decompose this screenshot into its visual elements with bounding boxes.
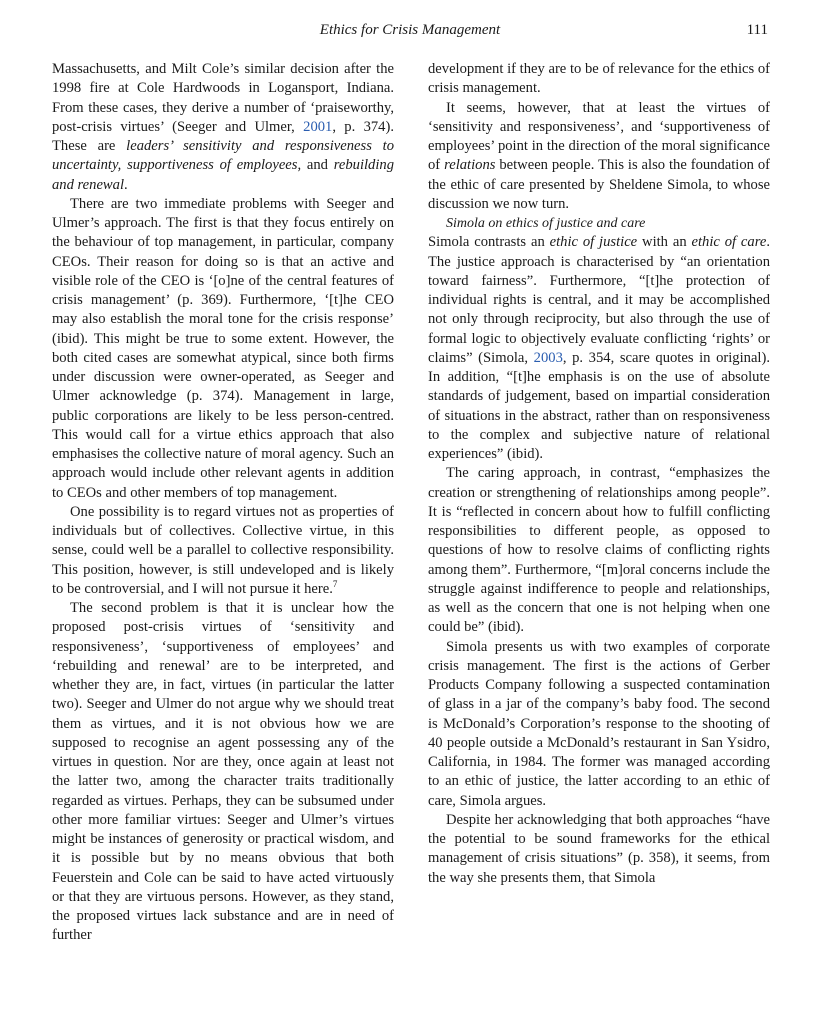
text-run: . The justice approach is characterised by “an orientation toward fairness”. Furthermore, “[t]he protection of individual rights is central, and it may be accomplished not only through reciprocity, but also through the use of formal logic to objectively evaluate conflicting ‘rights’ or claims” (Simola, (428, 234, 770, 366)
paragraph: There are two immediate problems with Seeger and Ulmer’s approach. The first is that they focus entirely on the behaviour of top management, in particular, company CEOs. Their reason for doing so is that an active and visible role of the CEO is ‘[o]ne of the central features of crisis management’ (p. 369). Furthermore, ‘[t]he CEO may also establish the moral tone for the crisis response’ (ibid). This might be true to some extent. However, the both cited cases are somewhat atypical, since both firms under discussion were owner-operated, as Seeger and Ulmer acknowledge (p. 374). Management in large, public corporations are likely to be less person-centred. This would call for a virtue ethics approach that also emphasises the collective nature of moral agency. Such an approach would include other relevant agents in addition to CEOs and other members of top management. (52, 195, 394, 501)
emphasis: rebuilding and renewal (52, 157, 394, 193)
paragraph: The caring approach, in contrast, “emphasizes the creation or strengthening of relationships among people”. It is “reflected in concern about how to fulfill conflicting responsibilities to different people, as opposed to questions of how to resolve claims of conflicting rights among them”. Furthermore, “[m]oral concerns include the struggle against indifference to people and relationships, as well as the concern that one is not helping when one could be” (ibid). (428, 465, 770, 636)
page-number: 111 (746, 22, 768, 38)
citation-link[interactable]: 2001 (303, 118, 333, 135)
text-run: . (124, 176, 128, 193)
citation-link[interactable]: 2003 (533, 349, 563, 366)
text-run: and (301, 157, 334, 174)
running-title: Ethics for Crisis Management (319, 22, 501, 38)
text-run: One possibility is to regard virtues not as properties of individuals but of collectives. Collective virtue, in this sense, could well be a parallel to collective responsibility. This position, however, is still undeveloped and is likely to be controversial, and I will not pursue it here. (52, 503, 394, 597)
text-run: Massachusetts, and Milt Cole’s similar decision after the 1998 fire at Cole Hardwoods in Logansport, Indiana. From these cases, they derive a number of ‘praiseworthy, post-crisis virtues’ (Seeger and Ulmer, (52, 61, 394, 135)
footnote-marker[interactable]: 7 (332, 578, 338, 589)
left-column (52, 60, 394, 946)
section-heading: Simola on ethics of justice and care (446, 216, 646, 231)
text-run: , p. 354, scare quotes in original). In addition, “[t]he emphasis is on the use of absolute standards of judgement, based on impartial consideration of situations in the abstract, rather than on responsiveness to the complex and subjective nature of relational experiences” (ibid). (428, 349, 770, 462)
emphasis: ethic of care (691, 234, 767, 251)
paragraph: The second problem is that it is unclear how the proposed post-crisis virtues of ‘sensitivity and responsiveness’, ‘supportiveness of employees’ and ‘rebuilding and renewal’ are to be interpreted, and whether they are, in fact, virtues (in particular the latter two). Seeger and Ulmer do not argue why we should treat them as virtues, and it is not obvious how we are supposed to recognise an agent possessing any of the virtues in question. Nor are they, once again at least not the latter two, among the character traits traditionally regarded as virtues. Perhaps, they can be subsumed under other more familiar virtues: Seeger and Ulmer’s virtues might be instances of generosity or practical wisdom, and it is possible but by no means obvious that both Feuerstein and Cole can be said to have acted virtuously or that they are virtuous persons. However, as they stand, the proposed virtues lack substance and are in need of further (52, 600, 394, 944)
text-run: Simola contrasts an (428, 234, 550, 251)
text-run: between people. This is also the foundation of the ethic of care presented by Sheldene Simola, to whose discussion we now turn. (428, 157, 770, 212)
running-header (0, 22, 820, 42)
paragraph (428, 233, 770, 464)
paragraph: Despite her acknowledging that both approaches “have the potential to be sound frameworks for the ethical management of crisis situations” (p. 358), it seems, from the way she presents them, that Simola (428, 811, 770, 886)
paragraph (52, 60, 394, 195)
paragraph: development if they are to be of relevance for the ethics of crisis management. (428, 61, 770, 97)
paragraph (52, 503, 394, 599)
paragraph: Simola presents us with two examples of corporate crisis management. The first is the actions of Gerber Products Company following a suspected contamination of glass in a jar of the company’s baby food. The second is McDonald’s Corporation’s response to the shooting of 40 people outside a McDonald’s restaurant in San Ysidro, California, in 1984. The former was managed according to an ethic of justice, the latter according to an ethic of care, Simola argues. (428, 638, 770, 809)
emphasis: relations (444, 157, 496, 174)
text-run: , p. 374). These are (52, 118, 394, 154)
emphasis: ethic of justice (549, 234, 638, 251)
paragraph (428, 99, 770, 215)
right-column (428, 60, 770, 888)
text-run: It seems, however, that at least the virtues of ‘sensitivity and responsiveness’, and ‘supportiveness of employees’ point in the direction of the moral significance of (428, 99, 770, 174)
emphasis: leaders’ sensitivity and responsiveness to uncertainty, supportiveness of employees, (52, 138, 394, 174)
text-run: with an (637, 234, 692, 251)
